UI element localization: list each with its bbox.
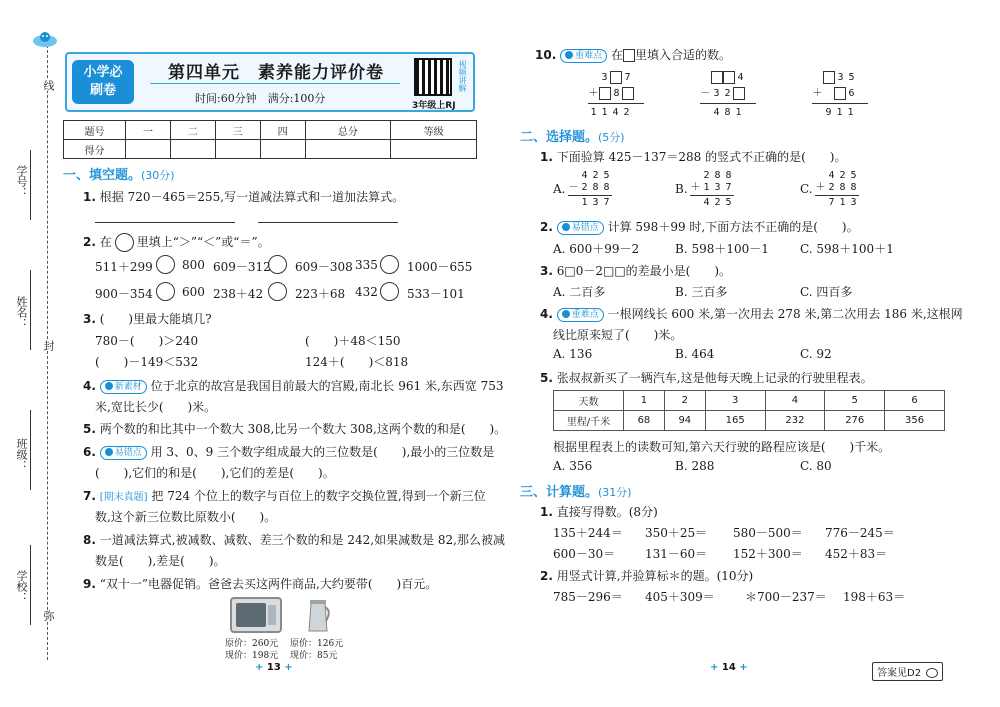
question-4-cont: 米,宽比长少( )米。 [95, 400, 217, 414]
calc-item[interactable]: 785－296＝ [553, 590, 623, 604]
option-letter: C. [800, 182, 813, 196]
answer-label: 答案见D2 [877, 668, 922, 679]
tag-error-prone [100, 446, 147, 460]
section-points: (5分) [598, 131, 625, 144]
exam-time: 时间:60分钟 满分:100分 [195, 92, 326, 105]
calc-item[interactable]: ＊700－237＝ [745, 590, 827, 604]
price-original: 原价：126元 [290, 639, 344, 649]
compare-right: 533－101 [407, 287, 465, 301]
choice-1-option-c[interactable] [800, 172, 813, 196]
question-text: 一道减法算式,被减数、减数、差三个数的和是 242,如果减数是 82,那么被减 [99, 533, 505, 547]
choice-1-calc-b: 2 8 8 ＋ 1 3 7 4 2 5 [690, 170, 734, 209]
qr-label: 视频讲解 [458, 60, 467, 92]
score-cell: 一 [126, 121, 171, 140]
section-3-title [520, 481, 632, 500]
question-text: 里填上“＞”“＜”或“＝”。 [136, 235, 270, 249]
tag-label: 重难点 [571, 309, 599, 320]
table-cell: 356 [885, 411, 945, 431]
digit-blank[interactable] [823, 71, 835, 84]
choice-5: 5. 张叔叔新买了一辆汽车,这是他每天晚上记录的行驶里程表。 [540, 371, 873, 385]
table-cell: 3 [705, 391, 765, 411]
tag-final-exam: 期末真题 [103, 492, 144, 503]
binding-label-student-id: 学号： [15, 165, 28, 198]
choice-1-option-a[interactable] [553, 172, 566, 196]
calc-item[interactable]: 580－500＝ [733, 526, 803, 540]
score-input-cell[interactable] [170, 140, 215, 159]
question-2: 2. 在 里填上“＞”“＜”或“＝”。 [83, 233, 270, 252]
brand-badge [72, 60, 134, 104]
tag-icon [562, 310, 570, 318]
square-blank [623, 49, 635, 62]
calc-item[interactable]: 135＋244＝ [553, 526, 623, 540]
mascot-icon [32, 30, 58, 48]
vertical-problem-2: 4 － 3 2 4 8 1 [700, 70, 756, 121]
choice-2: 2. 易错点 计算 598＋99 时,下面方法不正确的是( )。 [540, 220, 859, 234]
tag-label: 新素材 [114, 381, 142, 392]
question-text: 根据 720－465＝255,写一道减法算式和一道加法算式。 [99, 190, 405, 204]
binding-blank-class[interactable] [30, 410, 31, 490]
mileage-header-row [554, 391, 945, 411]
compare-right: 600 [182, 285, 205, 299]
section-2-title [520, 126, 625, 145]
question-text: 一根网线长 600 米,第一次用去 278 米,第二次用去 186 米,这根网 [607, 307, 963, 321]
calc-1: 1. 直接写得数。(8分) [540, 505, 658, 519]
tag-icon [105, 448, 113, 456]
question-3: 3. ( )里最大能填几? [83, 312, 212, 326]
table-cell: 232 [765, 411, 825, 431]
tag-label: 易错点 [571, 222, 599, 233]
question-text: 用 3、0、9 三个数字组成最大的三位数是( ),最小的三位数是 [150, 445, 495, 459]
qr-code-icon[interactable] [414, 58, 452, 96]
score-input-cell[interactable] [305, 140, 391, 159]
score-input-cell[interactable] [260, 140, 305, 159]
price-original: 原价：260元 [225, 639, 279, 649]
binding-label-seal-bottom: 弥 [42, 610, 55, 621]
compare-circle[interactable] [380, 255, 399, 274]
binding-label-class: 班级： [15, 438, 28, 471]
digit-blank[interactable] [733, 87, 745, 100]
header-divider [150, 83, 400, 84]
calc-item[interactable]: 452＋83＝ [825, 547, 888, 561]
q3-item: 780－( )＞240 [95, 334, 199, 348]
score-table [63, 120, 477, 159]
table-cell: 276 [825, 411, 885, 431]
score-cell: 等级 [391, 121, 477, 140]
digit-blank[interactable] [622, 87, 634, 100]
choice-5-cont: 根据里程表上的读数可知,第六天行驶的路程应该是( )千米。 [553, 440, 891, 454]
question-text: 在 [99, 235, 112, 249]
binding-blank-student-id[interactable] [30, 150, 31, 220]
q3-item: ( )＋48＜150 [305, 334, 401, 348]
score-cell: 二 [170, 121, 215, 140]
calc-item[interactable]: 131－60＝ [645, 547, 708, 561]
page-number-right: + 14 + [710, 662, 748, 673]
compare-circle[interactable] [156, 282, 175, 301]
score-value-row [64, 140, 477, 159]
choice-5-option-b[interactable]: B. 288 [675, 459, 715, 473]
calc-2: 2. 用竖式计算,并验算标＊的题。(10分) [540, 569, 754, 583]
vertical-problem-3: 3 5 ＋ 6 9 1 1 [812, 70, 868, 121]
digit-blank[interactable] [723, 71, 735, 84]
compare-right: 609－308 [295, 260, 353, 274]
question-text: 里填入合适的数。 [634, 48, 731, 62]
question-text: 用竖式计算,并验算标＊的题。(10分) [556, 569, 754, 583]
compare-left: 335 [355, 258, 378, 272]
question-text: 在 [610, 48, 623, 62]
table-cell: 里程/千米 [554, 411, 624, 431]
choice-3-option-b[interactable]: B. 三百多 [675, 285, 728, 299]
vertical-problem-1: 3 7 ＋ 8 1 1 4 2 [588, 70, 644, 121]
question-text: 6□0－2□□的差最小是( )。 [556, 264, 732, 278]
question-text: 张叔叔新买了一辆汽车,这是他每天晚上记录的行驶里程表。 [556, 371, 873, 385]
section-title-text: 一、填空题。 [63, 168, 142, 183]
choice-3-option-c[interactable]: C. 四百多 [800, 285, 853, 299]
calc-item[interactable]: 198＋63＝ [843, 590, 906, 604]
q3-item: ( )－149＜532 [95, 355, 199, 369]
price-now: 现价：85元 [290, 651, 338, 661]
score-input-cell[interactable] [391, 140, 477, 159]
calc-item[interactable]: 152＋300＝ [733, 547, 803, 561]
compare-left: 432 [355, 285, 378, 299]
calc-item[interactable]: 350＋25＝ [645, 526, 708, 540]
compare-left: 900－354 [95, 287, 153, 301]
question-text: 把 724 个位上的数字与百位上的数字交换位置,得到一个新三位 [151, 489, 486, 503]
answer-line[interactable] [258, 222, 398, 223]
choice-2-option-b[interactable]: B. 598＋100－1 [675, 242, 769, 256]
tag-icon [105, 382, 113, 390]
question-text: 下面验算 425－137＝288 的竖式不正确的是( )。 [556, 150, 847, 164]
microwave-icon [230, 597, 282, 633]
compare-circle[interactable] [156, 255, 175, 274]
compare-circle[interactable] [268, 282, 287, 301]
choice-5-option-a[interactable]: A. 356 [553, 459, 593, 473]
table-cell: 5 [825, 391, 885, 411]
exam-title: 第四单元 素养能力评价卷 [168, 63, 384, 83]
tag-key-difficulty [560, 49, 607, 63]
score-input-cell[interactable] [126, 140, 171, 159]
score-cell: 得分 [64, 140, 126, 159]
choice-5-option-c[interactable]: C. 80 [800, 459, 832, 473]
choice-3-option-a[interactable]: A. 二百多 [553, 285, 606, 299]
question-8-cont: 数是( ),差是( )。 [95, 554, 226, 568]
table-cell: 天数 [554, 391, 624, 411]
choice-1-calc-a: 4 2 5 － 2 8 8 1 3 7 [568, 170, 612, 209]
question-7-cont: 数,这个新三位数比原数小( )。 [95, 510, 277, 524]
choice-3: 3. 6□0－2□□的差最小是( )。 [540, 264, 732, 278]
binding-label-name: 姓名： [15, 296, 28, 329]
table-cell: 6 [885, 391, 945, 411]
table-cell: 94 [664, 411, 705, 431]
choice-4-option-c[interactable]: C. 92 [800, 347, 832, 361]
question-text: 直接写得数。(8分) [556, 505, 658, 519]
brand-label: 小学必刷卷 [83, 65, 123, 98]
question-1: 1. 根据 720－465＝255,写一道减法算式和一道加法算式。 [83, 190, 405, 204]
question-10: 10. 重难点 在 里填入合适的数。 [535, 48, 731, 62]
section-1-title [63, 164, 175, 183]
choice-1-option-b[interactable] [675, 172, 688, 196]
section-points: (30分) [141, 169, 175, 182]
compare-right: 223＋68 [295, 287, 346, 301]
q3-item: 124＋( )＜818 [305, 355, 409, 369]
compare-circle[interactable] [268, 255, 287, 274]
kettle-icon [305, 597, 333, 633]
compare-left: 609－312 [213, 260, 271, 274]
calc-item[interactable]: 600－30＝ [553, 547, 616, 561]
binding-blank-school[interactable] [30, 545, 31, 625]
answer-line[interactable] [95, 222, 235, 223]
question-text: 两个数的和比其中一个数大 308,比另一个数大 308,这两个数的和是( )。 [99, 422, 507, 436]
question-5: 5. 两个数的和比其中一个数大 308,比另一个数大 308,这两个数的和是( )。 [83, 422, 507, 436]
digit-blank[interactable] [599, 87, 611, 100]
question-6-cont: ( ),它们的和是( ),它们的差是( )。 [95, 466, 335, 480]
question-6: 6. 易错点 用 3、0、9 三个数字组成最大的三位数是( ),最小的三位数是 [83, 445, 495, 459]
calc-item[interactable]: 776－245＝ [825, 526, 895, 540]
choice-2-option-a[interactable]: A. 600＋99－2 [553, 242, 640, 256]
compare-circle[interactable] [380, 282, 399, 301]
question-7: 7. [期末真题] 把 724 个位上的数字与百位上的数字交换位置,得到一个新三位 [83, 489, 486, 503]
tag-icon [565, 51, 573, 59]
score-header-row [64, 121, 477, 140]
score-cell: 三 [215, 121, 260, 140]
option-letter: B. [675, 182, 688, 196]
digit-blank[interactable] [834, 87, 846, 100]
section-title-text: 三、计算题。 [520, 485, 599, 500]
table-cell: 4 [765, 391, 825, 411]
compare-right: 800 [182, 258, 205, 272]
compare-left: 238＋42 [213, 287, 264, 301]
question-text: 位于北京的故宫是我国目前最大的宫殿,南北长 961 米,东西宽 753 [150, 379, 504, 393]
question-text: 计算 598＋99 时,下面方法不正确的是( )。 [607, 220, 859, 234]
grade-label: 3年级上RJ [412, 101, 456, 111]
choice-2-option-c[interactable]: C. 598＋100＋1 [800, 242, 894, 256]
calc-item[interactable]: 405＋309＝ [645, 590, 715, 604]
question-4: 4. 新素材 位于北京的故宫是我国目前最大的宫殿,南北长 961 米,东西宽 753 [83, 379, 504, 393]
question-text: ( )里最大能填几? [99, 312, 212, 326]
choice-4-option-a[interactable]: A. 136 [553, 347, 593, 361]
choice-4-cont: 线比原来短了( )米。 [553, 328, 683, 342]
table-cell: 1 [624, 391, 665, 411]
answer-reference [872, 662, 943, 681]
table-cell: 165 [705, 411, 765, 431]
score-input-cell[interactable] [215, 140, 260, 159]
mileage-table [553, 390, 945, 431]
mileage-value-row [554, 411, 945, 431]
tag-label: 易错点 [114, 447, 142, 458]
score-cell: 题号 [64, 121, 126, 140]
tag-key-difficulty [557, 308, 604, 322]
tag-label: 重难点 [575, 50, 603, 61]
table-cell: 68 [624, 411, 665, 431]
choice-4-option-b[interactable]: B. 464 [675, 347, 715, 361]
tag-error-prone [557, 221, 604, 235]
choice-1: 1. 下面验算 425－137＝288 的竖式不正确的是( )。 [540, 150, 847, 164]
compare-left: 511＋299 [95, 260, 153, 274]
option-letter: A. [553, 182, 566, 196]
question-9: 9. “双十一”电器促销。爸爸去买这两件商品,大约要带( )百元。 [83, 577, 438, 591]
circle-blank [115, 233, 134, 252]
score-cell: 总分 [305, 121, 391, 140]
section-title-text: 二、选择题。 [520, 130, 599, 145]
question-text: “双十一”电器促销。爸爸去买这两件商品,大约要带( )百元。 [99, 577, 438, 591]
price-now: 现价：198元 [225, 651, 279, 661]
tag-new-material [100, 380, 147, 394]
digit-blank[interactable] [711, 71, 723, 84]
choice-4: 4. 重难点 一根网线长 600 米,第一次用去 278 米,第二次用去 186 米,这根网 [540, 307, 963, 321]
binding-label-school: 学校： [15, 570, 28, 603]
compare-right: 1000－655 [407, 260, 473, 274]
section-points: (31分) [598, 486, 632, 499]
choice-1-calc-c: 4 2 5 ＋ 2 8 8 7 1 3 [815, 170, 859, 209]
binding-label-line: 线 [42, 80, 55, 91]
tag-icon [562, 223, 570, 231]
binding-blank-name[interactable] [30, 270, 31, 350]
score-cell: 四 [260, 121, 305, 140]
table-cell: 2 [664, 391, 705, 411]
binding-label-seal: 封 [42, 340, 55, 351]
page-number-left: + 13 + [255, 662, 293, 673]
digit-blank[interactable] [610, 71, 622, 84]
question-8: 8. 一道减法算式,被减数、减数、差三个数的和是 242,如果减数是 82,那么被减 [83, 533, 505, 547]
mascot-face-icon [926, 668, 938, 678]
